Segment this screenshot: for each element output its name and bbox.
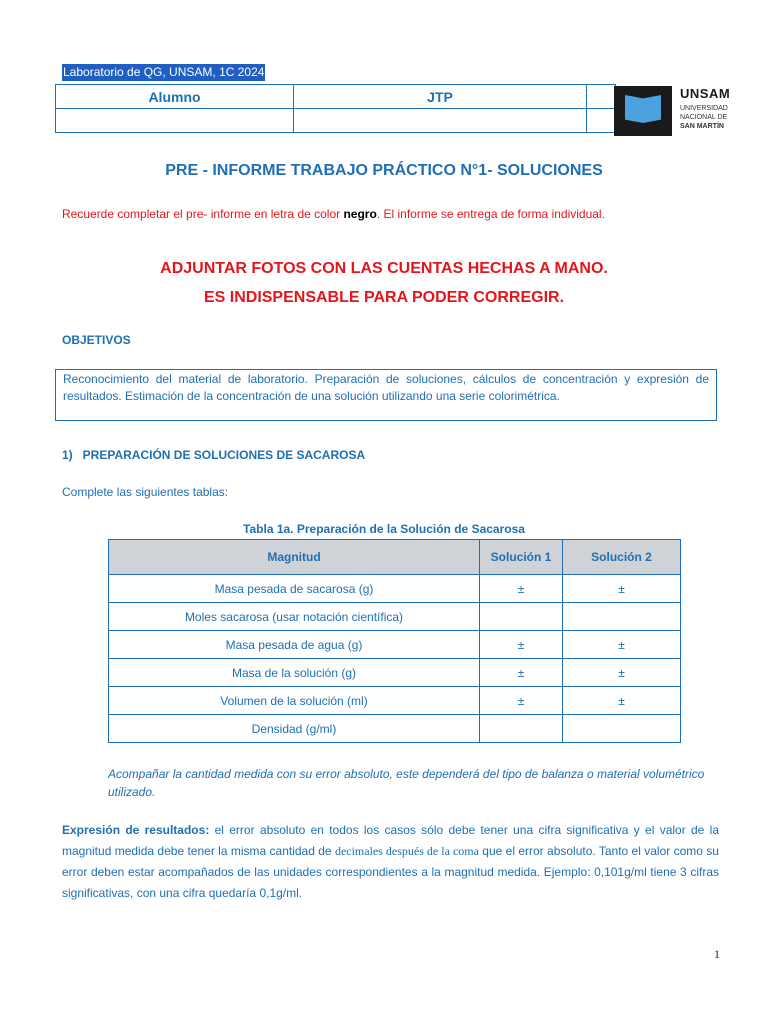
cell-s1[interactable] xyxy=(480,603,563,631)
expr-serif: decimales después de la coma xyxy=(334,844,479,858)
logo-sub-line3: SAN MARTÍN xyxy=(680,123,724,130)
cell-s2[interactable] xyxy=(563,603,681,631)
expr-bold: Expresión de resultados: xyxy=(62,823,210,837)
cell-s2[interactable] xyxy=(563,715,681,743)
col-solucion1: Solución 1 xyxy=(480,540,563,575)
col-magnitud: Magnitud xyxy=(109,540,480,575)
table-row xyxy=(109,603,681,631)
row-label: Volumen de la solución (ml) xyxy=(109,687,480,715)
instruction-note xyxy=(62,207,605,221)
note-bold: negro xyxy=(343,207,377,221)
header-cell-empty xyxy=(587,85,616,109)
table-row xyxy=(109,687,681,715)
row-label: Moles sacarosa (usar notación científica) xyxy=(109,603,480,631)
cell-s1[interactable]: ± xyxy=(480,631,563,659)
col-solucion2: Solución 2 xyxy=(563,540,681,575)
cell-s1[interactable]: ± xyxy=(480,575,563,603)
warning-line1: ADJUNTAR FOTOS CON LAS CUENTAS HECHAS A MANO. xyxy=(160,260,608,277)
lab-tag: Laboratorio de QG, UNSAM, 1C 2024 xyxy=(63,65,265,79)
alumno-label: Alumno xyxy=(56,85,294,109)
cell-s1[interactable] xyxy=(480,715,563,743)
cell-s2[interactable]: ± xyxy=(563,631,681,659)
row-label: Masa pesada de sacarosa (g) xyxy=(109,575,480,603)
section1-heading: 1) PREPARACIÓN DE SOLUCIONES DE SACAROSA xyxy=(62,448,366,462)
jtp-label: JTP xyxy=(294,85,587,109)
header-table xyxy=(55,84,616,133)
row-label: Densidad (g/ml) xyxy=(109,715,480,743)
unsam-logo xyxy=(614,86,734,136)
table-row xyxy=(109,659,681,687)
row-label: Masa pesada de agua (g) xyxy=(109,631,480,659)
table-row xyxy=(109,631,681,659)
objectives-heading: OBJETIVOS xyxy=(62,333,131,347)
logo-sub-line2: NACIONAL DE xyxy=(680,114,728,121)
note-after: . El informe se entrega de forma individual. xyxy=(376,207,605,221)
objectives-text: Reconocimiento del material de laboratorio. Preparación de soluciones, cálculos de concentración y expresión de resultados. Estimación de la concentración de una solución utilizando una serie colorimétrica. xyxy=(55,369,717,421)
cell-s2[interactable]: ± xyxy=(563,687,681,715)
book-logo-icon xyxy=(614,86,672,136)
solution-table xyxy=(108,539,681,743)
section1-intro: Complete las siguientes tablas: xyxy=(62,485,229,499)
table-row xyxy=(109,715,681,743)
cell-s1[interactable]: ± xyxy=(480,687,563,715)
cell-s2[interactable]: ± xyxy=(563,575,681,603)
table-caption: Tabla 1a. Preparación de la Solución de Sacarosa xyxy=(243,522,525,536)
logo-sub-line1: UNIVERSIDAD xyxy=(680,105,728,112)
logo-subtitle xyxy=(680,104,728,131)
expr-part1: el error absoluto en todos los casos sólo debe tener una cifra significativa y el valor de la magnitud medida debe tener la misma cantidad de xyxy=(62,823,719,858)
cell-s2[interactable]: ± xyxy=(563,659,681,687)
row-label: Masa de la solución (g) xyxy=(109,659,480,687)
warning-line2: ES INDISPENSABLE PARA PODER CORREGIR. xyxy=(203,289,565,306)
alumno-field[interactable] xyxy=(56,109,294,133)
expr-part2: que el error absoluto. Tanto el valor como su error deben estar acompañados de las unidades correspondientes a la magnitud medida. Ejemplo: 0,101g/ml tiene 3 cifras significativas, con una cifra quedaría 0,1g/ml. xyxy=(62,844,719,900)
page-title: PRE - INFORME TRABAJO PRÁCTICO N°1- SOLUCIONES xyxy=(165,162,603,179)
header-cell-empty-2 xyxy=(587,109,616,133)
cell-s1[interactable]: ± xyxy=(480,659,563,687)
logo-name: UNSAM xyxy=(680,86,731,101)
table-row xyxy=(109,575,681,603)
note-before: Recuerde completar el pre- informe en letra de color xyxy=(62,207,344,221)
jtp-field[interactable] xyxy=(294,109,587,133)
page-number: 1 xyxy=(714,947,720,961)
results-expression xyxy=(62,820,719,904)
error-note: Acompañar la cantidad medida con su error absoluto, este dependerá del tipo de balanza o material volumétrico utilizado. xyxy=(108,767,705,799)
